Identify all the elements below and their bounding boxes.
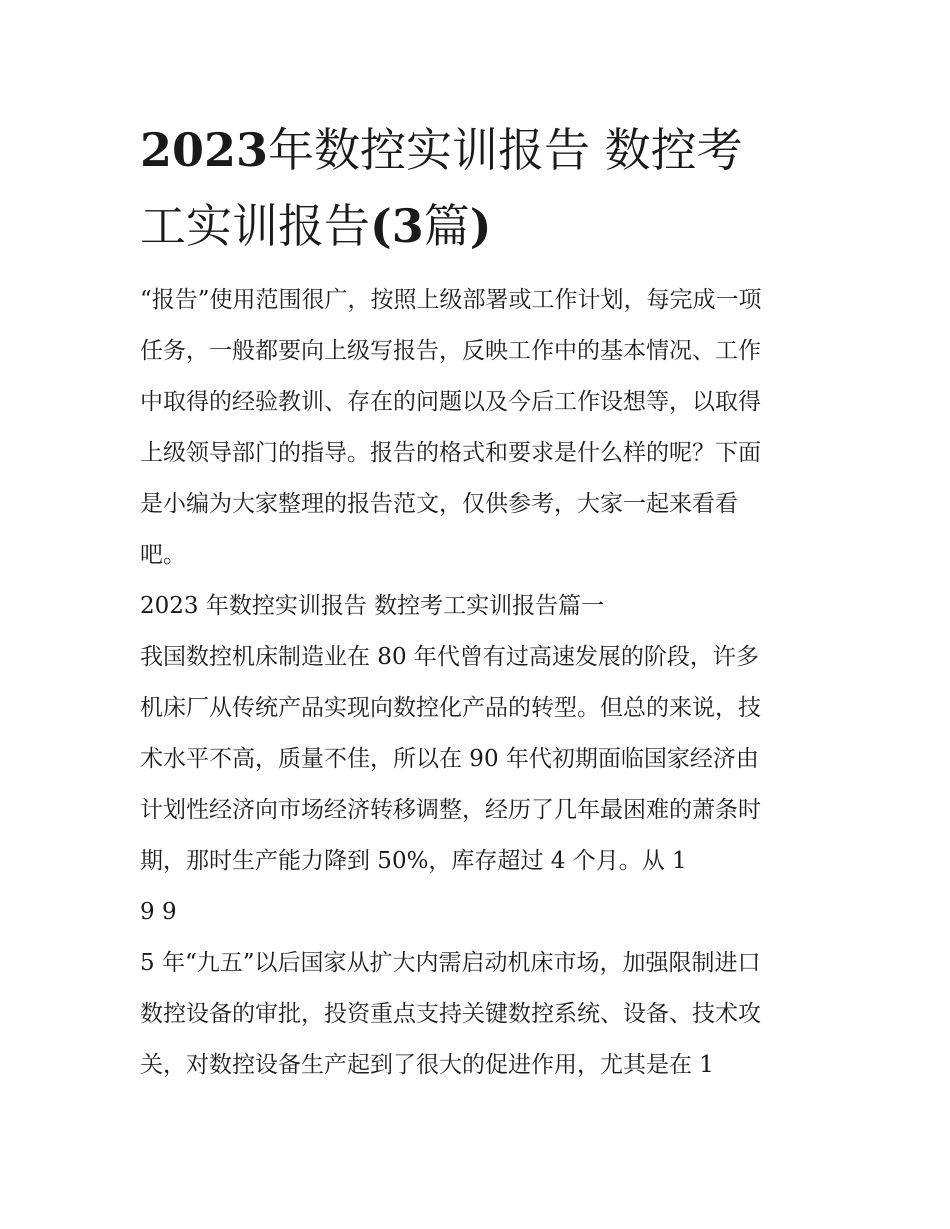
title-count-close: ) [469,199,492,253]
body-line: 关，对数控设备生产起到了很大的促进作用，尤其是在 1 [140,1052,714,1078]
body-line: 术水平不高，质量不佳，所以在 90 年代初期面临国家经济由 [140,746,759,772]
body-line: 计划性经济向市场经济转移调整，经历了几年最困难的萧条时 [140,797,761,823]
body-line: 数控设备的审批，投资重点支持关键数控系统、设备、技术攻 [140,1001,761,1027]
body-line: 任务，一般都要向上级写报告，反映工作中的基本情况、工作 [140,338,761,364]
body-line: 期，那时生产能力降到 50%，库存超过 4 个月。从 1 [140,848,687,874]
document-title [140,112,820,264]
body-line: 我国数控机床制造业在 80 年代曾有过高速发展的阶段，许多 [140,644,759,670]
title-text-2: 工实训报告 [140,199,370,253]
body-line: 上级领导部门的指导。报告的格式和要求是什么样的呢？下面 [140,440,761,466]
body-line: “报告”使用范围很广，按照上级部署或工作计划，每完成一项 [140,287,762,313]
title-line-1 [140,112,820,188]
title-line-2 [140,188,820,264]
title-year: 2023 [140,123,269,177]
document-body [140,275,820,1091]
body-line: 中取得的经验教训、存在的问题以及今后工作设想等，以取得 [140,389,761,415]
title-count-unit: 篇 [423,199,470,253]
title-count-open: (3 [370,199,424,253]
body-line: 5 年“九五”以后国家从扩大内需启动机床市场，加强限制进口 [140,950,761,976]
body-line: 是小编为大家整理的报告范文，仅供参考，大家一起来看看 [140,491,738,517]
section-heading: 2023 年数控实训报告 数控考工实训报告篇一 [140,593,605,619]
title-text-1: 年数控实训报告 数控考 [268,123,743,177]
body-line: 吧。 [140,542,186,568]
body-line: 机床厂从传统产品实现向数控化产品的转型。但总的来说，技 [140,695,761,721]
body-line: 9 9 [140,899,177,925]
